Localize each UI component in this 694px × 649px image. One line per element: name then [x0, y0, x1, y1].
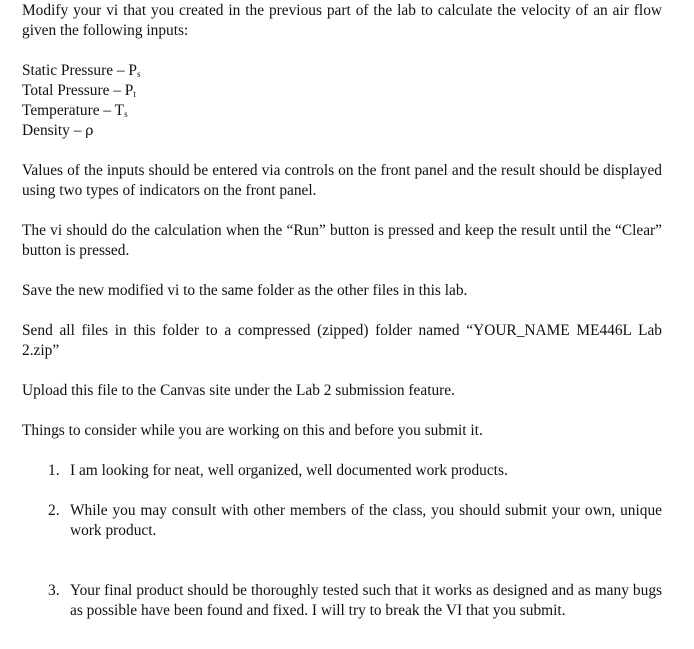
run-paragraph: The vi should do the calculation when the “Run” button is pressed and keep the result until the “Clear” button is pressed.	[22, 222, 662, 259]
send-paragraph: Send all files in this folder to a compressed (zipped) folder named “YOUR_NAME ME446L Lab 2.zip”	[22, 322, 662, 359]
input-static-pressure: Static Pressure – $P_s$	[22, 62, 141, 79]
input-density: Density – ρ	[22, 122, 94, 139]
upload-paragraph: Upload this file to the Canvas site under the Lab 2 submission feature.	[22, 382, 455, 399]
document-page	[22, 1, 662, 621]
list-item-number: 3.	[48, 582, 60, 599]
list-item-text: I am looking for neat, well organized, well documented work products.	[70, 462, 508, 479]
consider-paragraph: Things to consider while you are working on this and before you submit it.	[22, 422, 483, 439]
list-item-number: 2.	[48, 502, 60, 519]
considerations-list	[22, 461, 662, 621]
input-temperature: Temperature – $T_s$	[22, 102, 128, 119]
inputs-list	[22, 61, 662, 141]
save-paragraph: Save the new modified vi to the same folder as the other files in this lab.	[22, 282, 468, 299]
list-item	[22, 501, 662, 541]
input-total-pressure: Total Pressure – $P_t$	[22, 82, 136, 99]
controls-paragraph: Values of the inputs should be entered via controls on the front panel and the result should be displayed using two types of indicators on the front panel.	[22, 162, 662, 199]
list-item-number: 1.	[48, 462, 60, 479]
list-item-text: While you may consult with other members of the class, you should submit your own, unique work product.	[70, 502, 662, 539]
intro-paragraph: Modify your vi that you created in the previous part of the lab to calculate the velocity of an air flow given the following inputs:	[22, 2, 662, 39]
list-item-text: Your final product should be thoroughly tested such that it works as designed and as many bugs as possible have been found and fixed. I will try to break the VI that you submit.	[70, 582, 662, 619]
list-item	[22, 461, 662, 481]
list-item	[22, 581, 662, 621]
